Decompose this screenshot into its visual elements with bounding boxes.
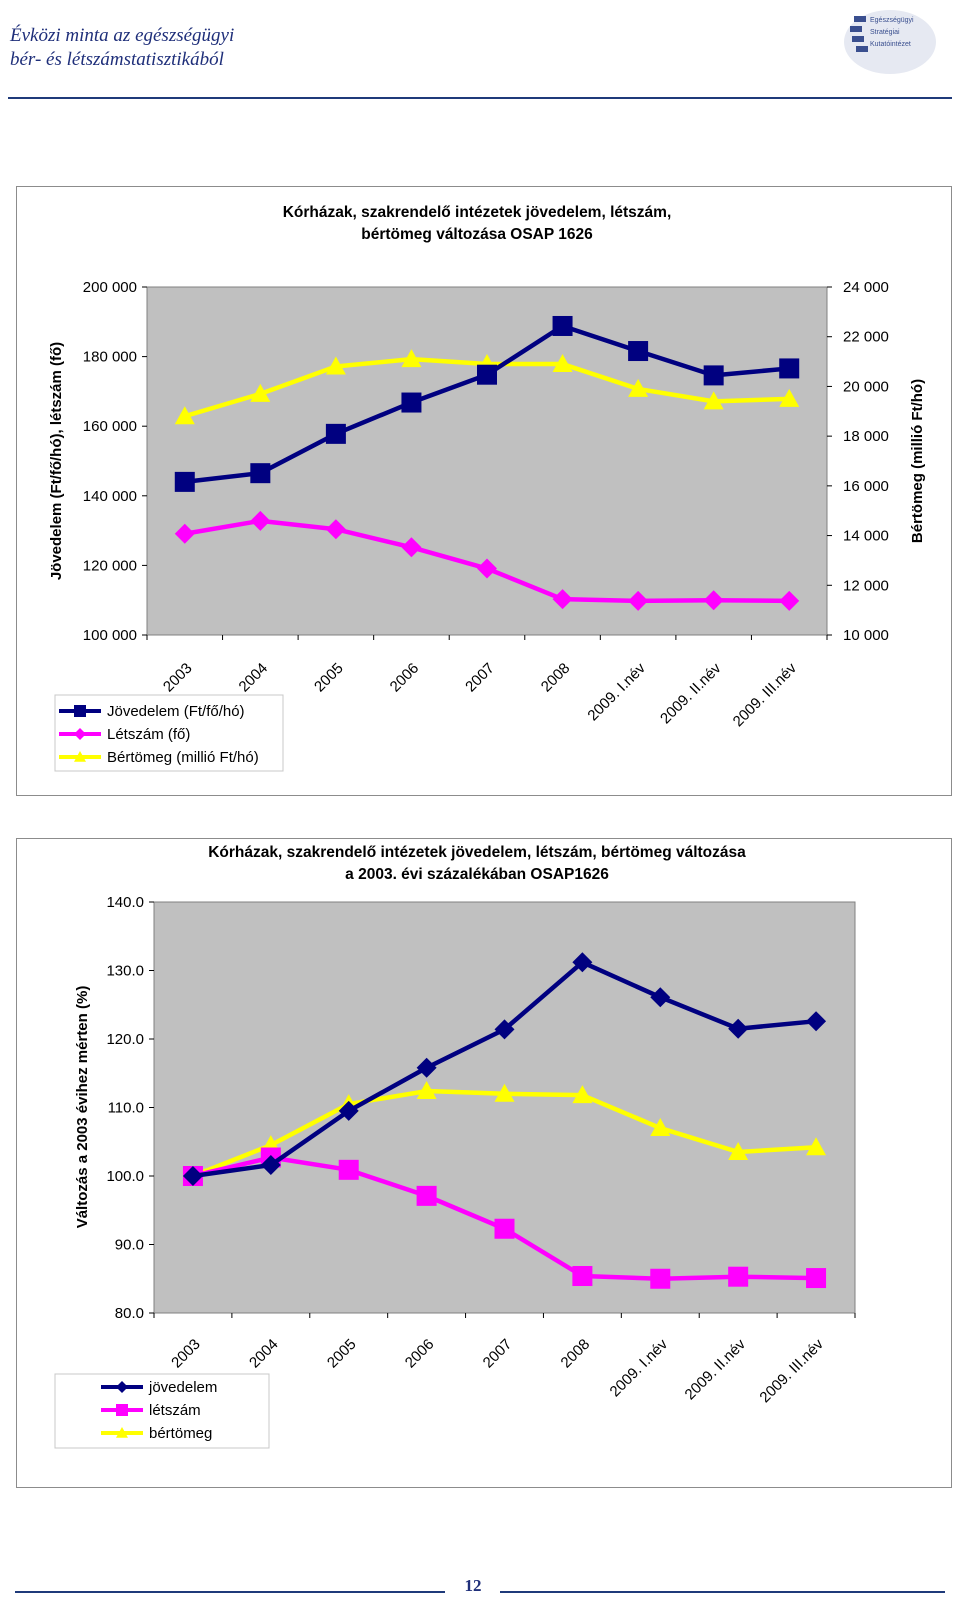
x-tick-label: 2009. II.név [681,1335,749,1404]
institute-logo [840,8,940,84]
x-tick-label: 2003 [159,659,196,696]
data-point [339,1160,359,1180]
svg-text:Stratégiai: Stratégiai [870,29,900,36]
legend-label: jövedelem [149,1379,218,1396]
data-point [572,1266,592,1286]
y-tick-label: 140.0 [106,894,144,911]
y-tick-label: 80.0 [114,1305,144,1322]
legend-label: Bértömeg (millió Ft/hó) [107,749,259,766]
chart1-plot-area [147,287,827,635]
data-point [250,463,270,483]
x-tick-label: 2005 [311,659,347,696]
x-tick-label: 2006 [401,1335,438,1372]
data-point [495,1219,515,1239]
x-tick-label: 2008 [537,659,574,696]
y-tick-label: 120.0 [106,1031,144,1048]
data-point [650,1269,670,1289]
legend-label: Létszám (fő) [107,726,191,743]
x-tick-label: 2009. III.név [729,659,801,731]
y-tick-label: 200 000 [82,279,137,296]
y2-tick-label: 10 000 [843,627,889,644]
chart2-title-line2: a 2003. évi százalékában OSAP1626 [345,866,609,883]
header-title-line2: bér- és létszámstatisztikából [10,49,224,70]
legend-marker [116,1404,128,1416]
x-tick-label: 2009. I.név [584,659,649,725]
data-point [401,393,421,413]
legend-label: bértömeg [149,1425,213,1442]
y2-tick-label: 12 000 [843,577,889,595]
y-tick-label: 130.0 [106,962,144,980]
y-tick-label: 100.0 [106,1168,144,1185]
data-point [779,358,799,378]
data-point [553,316,573,336]
data-point [728,1267,748,1287]
page-number: 12 [464,1576,482,1595]
x-tick-label: 2009. II.név [657,659,725,728]
chart1-y2-axis-label: Bértömeg (millió Ft/hó) [909,378,926,544]
svg-text:Egészségügyi: Egészségügyi [870,17,914,24]
y2-tick-label: 16 000 [843,477,889,495]
chart2-title-line1: Kórházak, szakrendelő intézetek jövedelem, létszám, bértömeg változása [208,844,746,861]
y-tick-label: 160 000 [82,418,137,436]
legend-label: létszám [149,1402,201,1419]
x-tick-label: 2007 [462,659,498,696]
header-title-line1: Évközi minta az egészségügyi [10,25,235,46]
legend-label: Jövedelem (Ft/fő/hó) [107,703,245,720]
x-tick-label: 2008 [557,1335,594,1372]
x-tick-label: 2005 [323,1335,360,1372]
y-tick-label: 110.0 [107,1099,144,1117]
document-header-title [10,24,234,72]
data-point [806,1268,826,1288]
y-tick-label: 120 000 [82,557,137,575]
x-tick-label: 2009. I.név [606,1335,672,1401]
chart-panel-percent [16,838,952,1488]
y2-tick-label: 18 000 [843,428,889,446]
data-point [326,424,346,444]
chart-panel-absolute [16,186,952,796]
footer-rule-right [500,1591,945,1593]
y2-tick-label: 22 000 [843,328,889,346]
chart-percent-change [17,839,951,1487]
y-tick-label: 100 000 [82,627,137,644]
data-point [704,365,724,385]
svg-text:Kutatóintézet: Kutatóintézet [870,41,911,48]
x-tick-label: 2004 [235,659,272,696]
x-tick-label: 2004 [246,1335,282,1372]
y-tick-label: 140 000 [82,487,137,505]
chart1-y-axis-label: Jövedelem (Ft/fő/hó), létszám (fő) [48,341,65,581]
header-rule [8,97,952,99]
chart2-plot-area [154,902,855,1313]
x-tick-label: 2003 [168,1335,204,1372]
chart1-title-line2: bértömeg változása OSAP 1626 [361,226,593,243]
data-point [477,365,497,385]
y-tick-label: 180 000 [82,348,137,366]
data-point [417,1186,437,1206]
chart-absolute-values [17,187,951,795]
data-point [628,341,648,361]
x-tick-label: 2006 [386,659,423,696]
x-tick-label: 2007 [479,1335,516,1372]
y2-tick-label: 24 000 [843,279,889,296]
chart1-title-line1: Kórházak, szakrendelő intézetek jövedelem, létszám, [282,204,672,221]
data-point [175,472,195,492]
legend-marker [74,705,86,717]
footer-rule-left [15,1591,445,1593]
y2-tick-label: 20 000 [843,378,889,396]
x-tick-label: 2009. III.név [756,1335,827,1407]
y-tick-label: 90.0 [114,1236,144,1254]
y2-tick-label: 14 000 [843,527,889,545]
chart2-y-axis-label: Változás a 2003 évihez mérten (%) [74,985,91,1229]
